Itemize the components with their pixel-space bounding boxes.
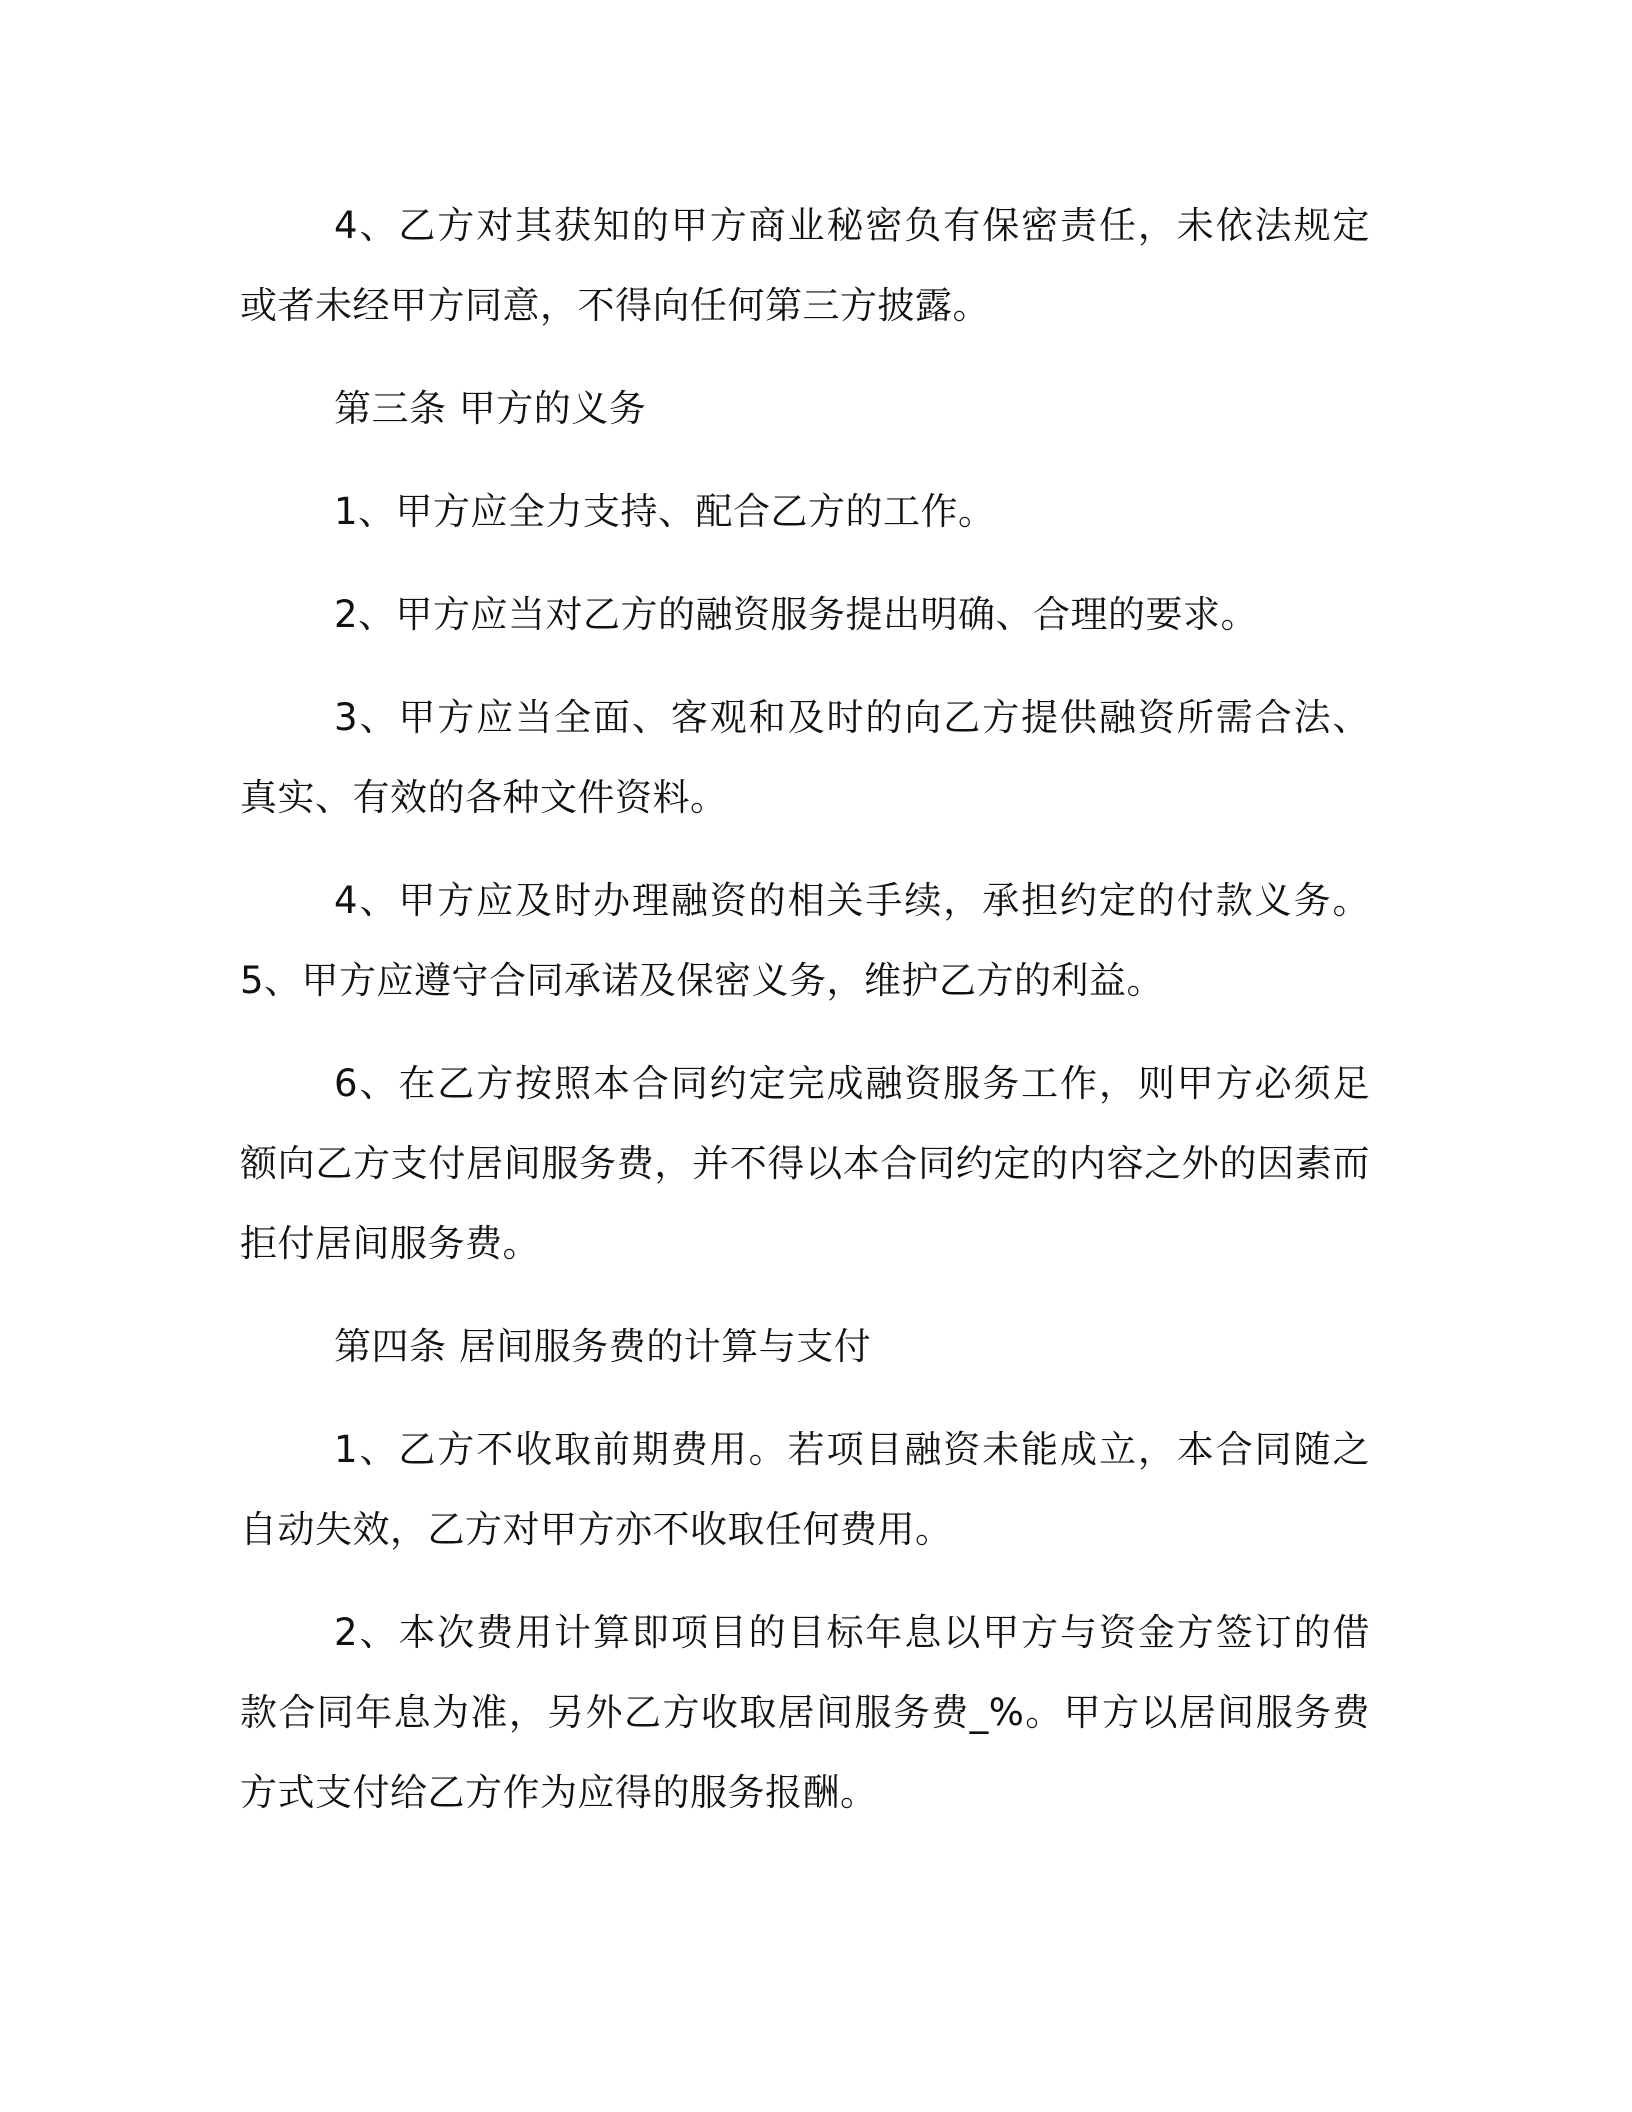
document-body [240,186,1370,1856]
clause-3-item-2: 2、甲方应当对乙方的融资服务提出明确、合理的要求。 [334,593,1259,636]
clause-4-item-2: 2、本次费用计算即项目的目标年息以甲方与资金方签订的借款合同年息为准，另外乙方收取居间服务费_%。甲方以居间服务费方式支付给乙方作为应得的服务报酬。 [240,1611,1370,1814]
clause-3-item-4-5: 4、甲方应及时办理融资的相关手续，承担约定的付款义务。 5、甲方应遵守合同承诺及保密义务，维护乙方的利益。 [240,879,1370,1002]
clause-3-item-6: 6、在乙方按照本合同约定完成融资服务工作，则甲方必须足额向乙方支付居间服务费，并不得以本合同约定的内容之外的因素而拒付居间服务费。 [240,1062,1370,1265]
clause-3-item-1: 1、甲方应全力支持、配合乙方的工作。 [334,490,996,533]
clause-3-item-3: 3、甲方应当全面、客观和及时的向乙方提供融资所需合法、真实、有效的各种文件资料。 [240,696,1370,819]
clause-2-item-4: 4、乙方对其获知的甲方商业秘密负有保密责任，未依法规定或者未经甲方同意，不得向任何第三方披露。 [240,204,1370,327]
article-4-heading: 第四条 居间服务费的计算与支付 [334,1325,872,1368]
article-3-heading: 第三条 甲方的义务 [334,387,647,430]
clause-4-item-1: 1、乙方不收取前期费用。若项目融资未能成立，本合同随之自动失效，乙方对甲方亦不收取任何费用。 [240,1428,1370,1551]
